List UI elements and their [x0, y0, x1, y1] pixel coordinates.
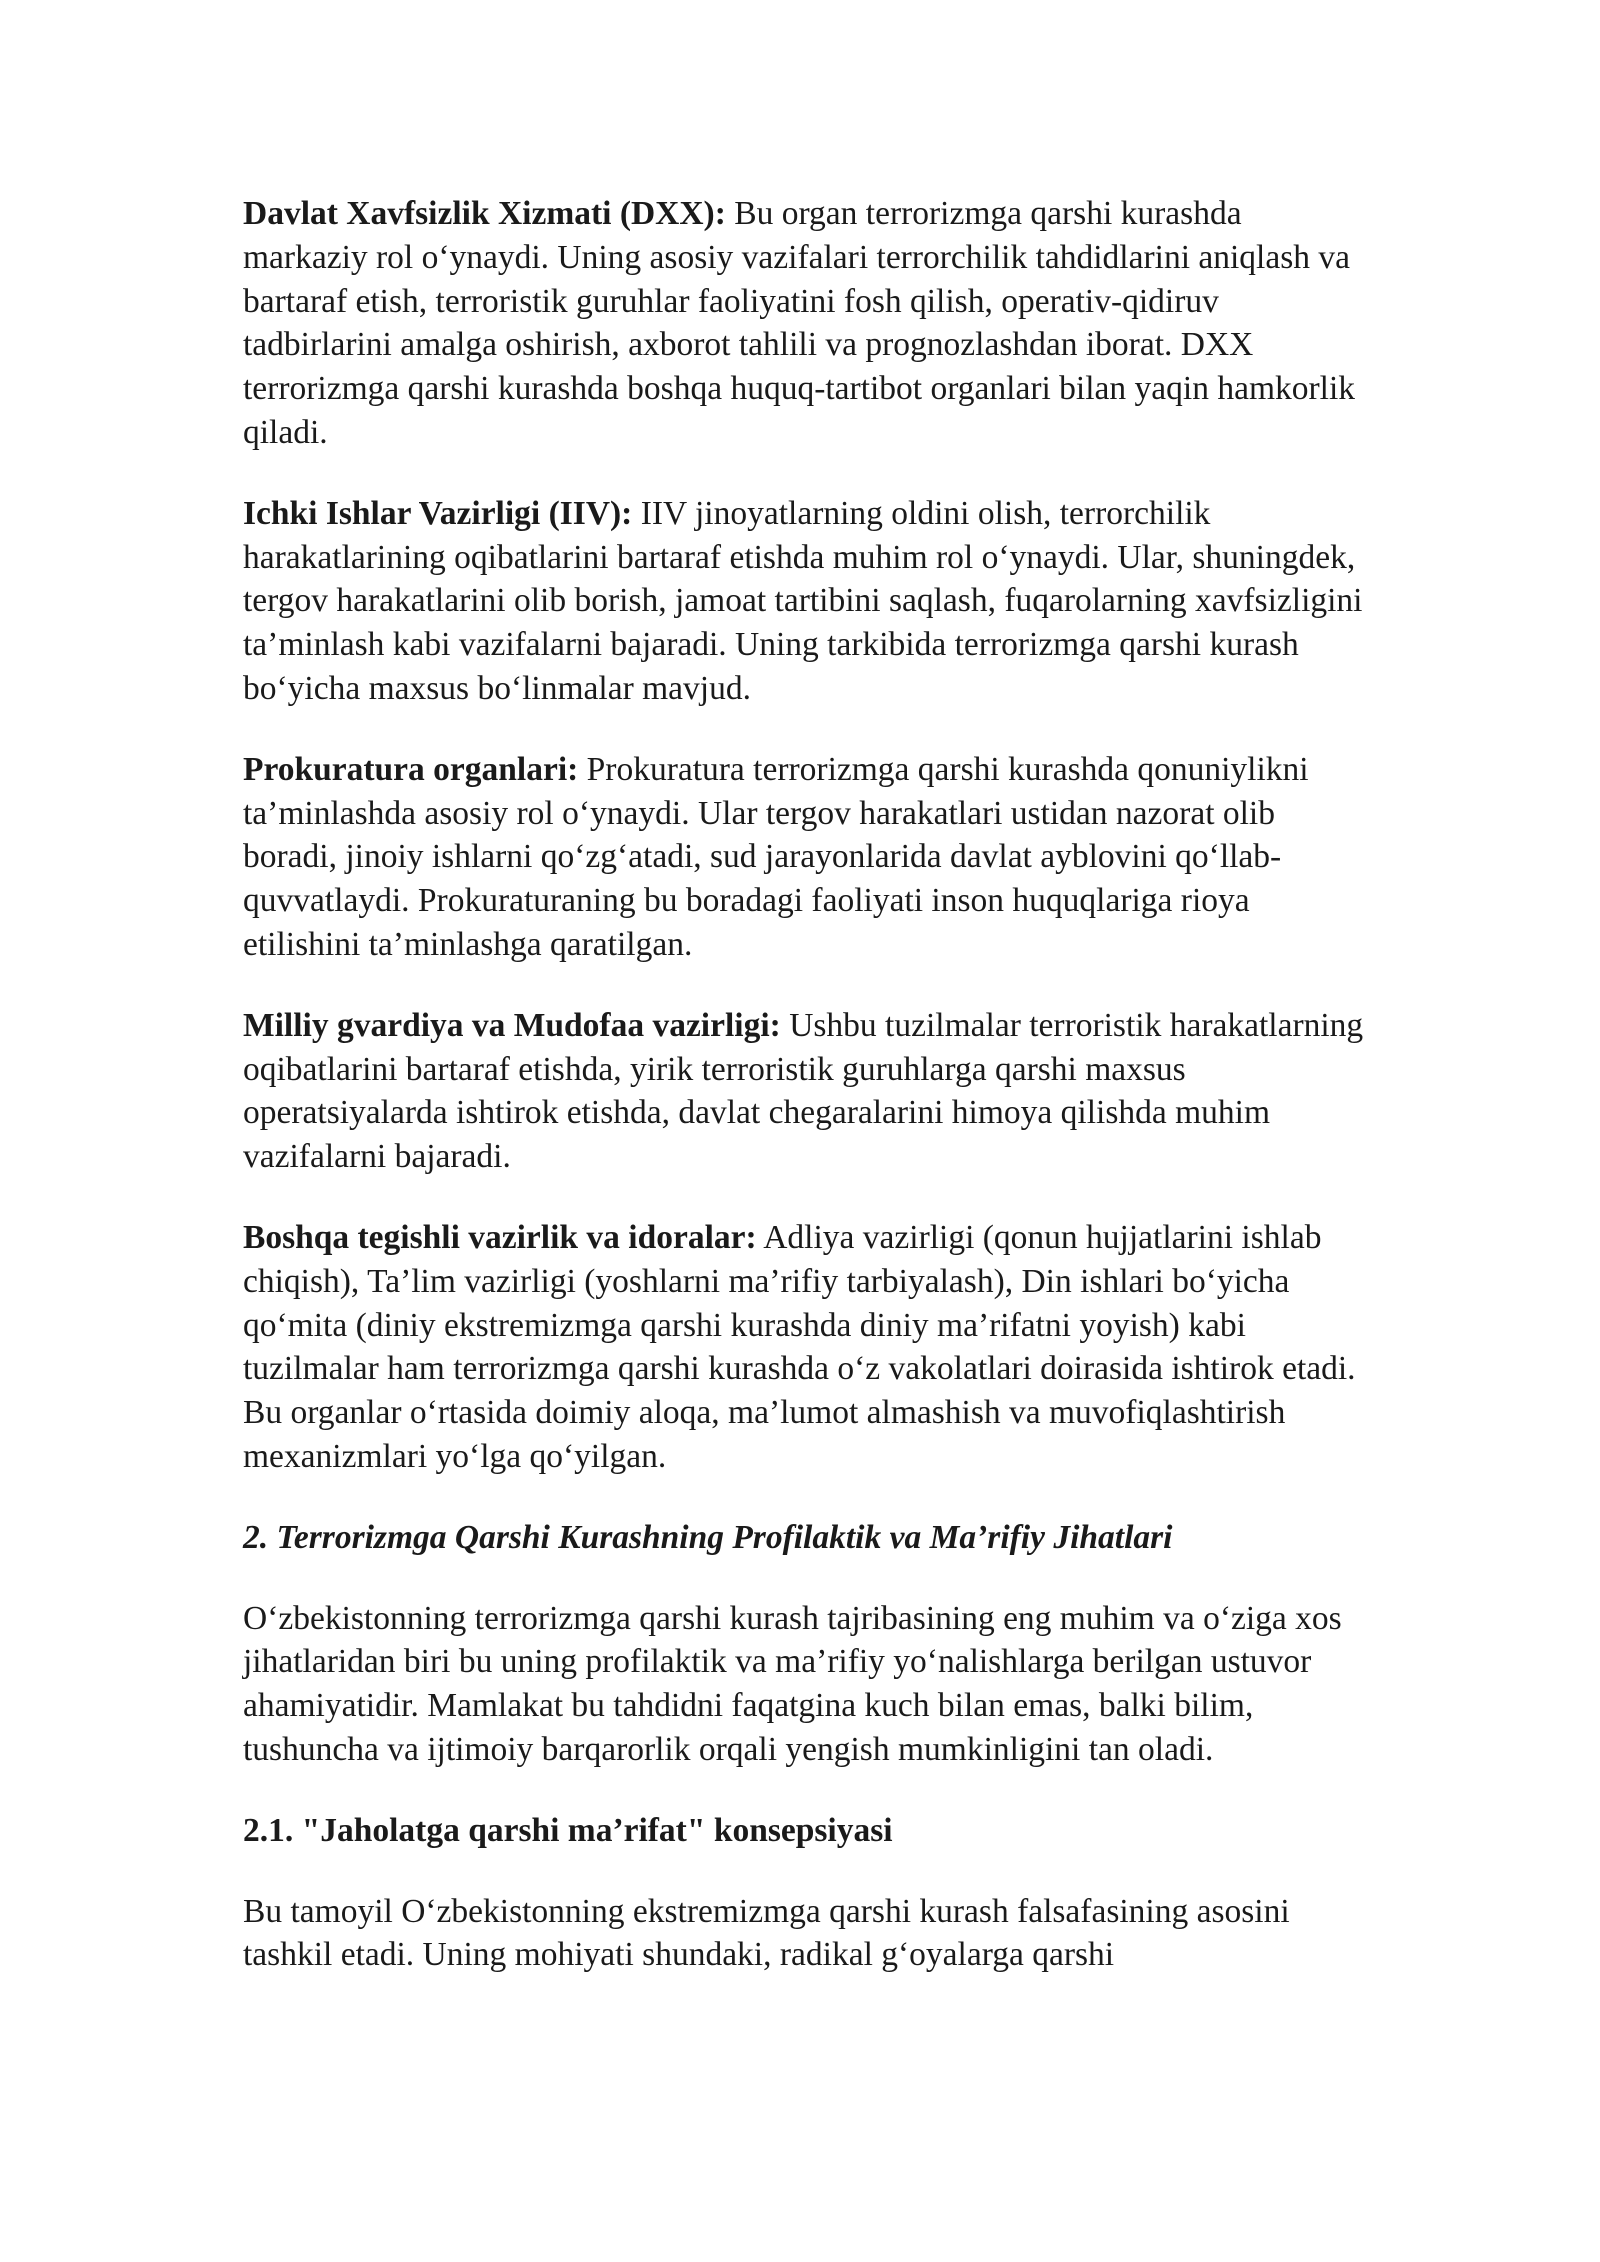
paragraph-term: Prokuratura organlari: — [243, 750, 579, 788]
section-2-1-intro: Bu tamoyil Oʻzbekistonning ekstremizmga qarshi kurash falsafasining asosini tashkil etadi. Uning mohiyati shundaki, radikal gʻoyalarga qarshi — [243, 1892, 1290, 1974]
paragraph-text: IIV jinoyatlarning oldini olish, terrorchilik harakatlarining oqibatlarini bartaraf etishda muhim rol oʻynaydi. Ular, shuningdek, tergov harakatlarini olib borish, jamoat tartibini saqlash, fuqarolarning xavfsizligini ta’minlash kabi vazifalarni bajaradi. Uning tarkibida terrorizmga qarshi kurash boʻyicha maxsus boʻlinmalar mavjud. — [243, 494, 1363, 707]
section-2-1-heading: 2.1. "Jaholatga qarshi ma’rifat" konsepsiyasi — [243, 1811, 893, 1849]
section-2-heading: 2. Terrorizmga Qarshi Kurashning Profilaktik va Ma’rifiy Jihatlari — [243, 1518, 1173, 1556]
paragraph-term: Ichki Ishlar Vazirligi (IIV): — [243, 494, 633, 532]
paragraph-text: Bu organ terrorizmga qarshi kurashda markaziy rol oʻynaydi. Uning asosiy vazifalari terrorchilik tahdidlarini aniqlash va bartaraf etish, terroristik guruhlar faoliyatini fosh qilish, operativ-qidiruv tadbirlarini amalga oshirish, axborot tahlili va prognozlashdan iborat. DXX terrorizmga qarshi kurashda boshqa huquq-tartibot organlari bilan yaqin hamkorlik qiladi. — [243, 195, 1356, 451]
paragraph-text: Prokuratura terrorizmga qarshi kurashda qonuniylikni ta’minlashda asosiy rol oʻynaydi. Ular tergov harakatlari ustidan nazorat olib boradi, jinoiy ishlarni qoʻzgʻatadi, sud jarayonlarida davlat ayblovini qoʻllab-quvvatlaydi. Prokuraturaning bu boradagi faoliyati inson huquqlariga rioya etilishini ta’minlashga qaratilgan. — [243, 750, 1309, 963]
paragraph-term: Davlat Xavfsizlik Xizmati (DXX): — [243, 195, 726, 232]
paragraph-text: Adliya vazirligi (qonun hujjatlarini ishlab chiqish), Ta’lim vazirligi (yoshlarni ma’rifiy tarbiyalash), Din ishlari boʻyicha qoʻmita (diniy ekstremizmga qarshi kurashda diniy ma’rifatni yoyish) kabi tuzilmalar ham terrorizmga qarshi kurashda oʻz vakolatlari doirasida ishtirok etadi. Bu organlar oʻrtasida doimiy aloqa, ma’lumot almashish va muvofiqlashtirish mexanizmlari yoʻlga qoʻyilgan. — [243, 1218, 1356, 1475]
paragraph-milliy-gvardiya — [243, 1004, 1373, 1179]
section-2-intro: Oʻzbekistonning terrorizmga qarshi kurash tajribasining eng muhim va oʻziga xos jihatlaridan biri bu uning profilaktik va ma’rifiy yoʻnalishlarga berilgan ustuvor ahamiyatidir. Mamlakat bu tahdidni faqatgina kuch bilan emas, balki bilim, tushuncha va ijtimoiy barqarorlik orqali yengish mumkinligini tan oladi. — [243, 1599, 1342, 1768]
paragraph-prokuratura — [243, 748, 1373, 967]
paragraph-boshqa-vazirlik — [243, 1216, 1373, 1479]
paragraph-term: Boshqa tegishli vazirlik va idoralar: — [243, 1218, 757, 1256]
paragraph-text: Ushbu tuzilmalar terroristik harakatlarning oqibatlarini bartaraf etishda, yirik terroristik guruhlarga qarshi maxsus operatsiyalarda ishtirok etishda, davlat chegaralarini himoya qilishda muhim vazifalarni bajaradi. — [243, 1006, 1364, 1176]
paragraph-dxx — [243, 192, 1373, 455]
document-page — [243, 192, 1373, 2014]
paragraph-iiv — [243, 492, 1373, 711]
paragraph-term: Milliy gvardiya va Mudofaa vazirligi: — [243, 1006, 781, 1044]
